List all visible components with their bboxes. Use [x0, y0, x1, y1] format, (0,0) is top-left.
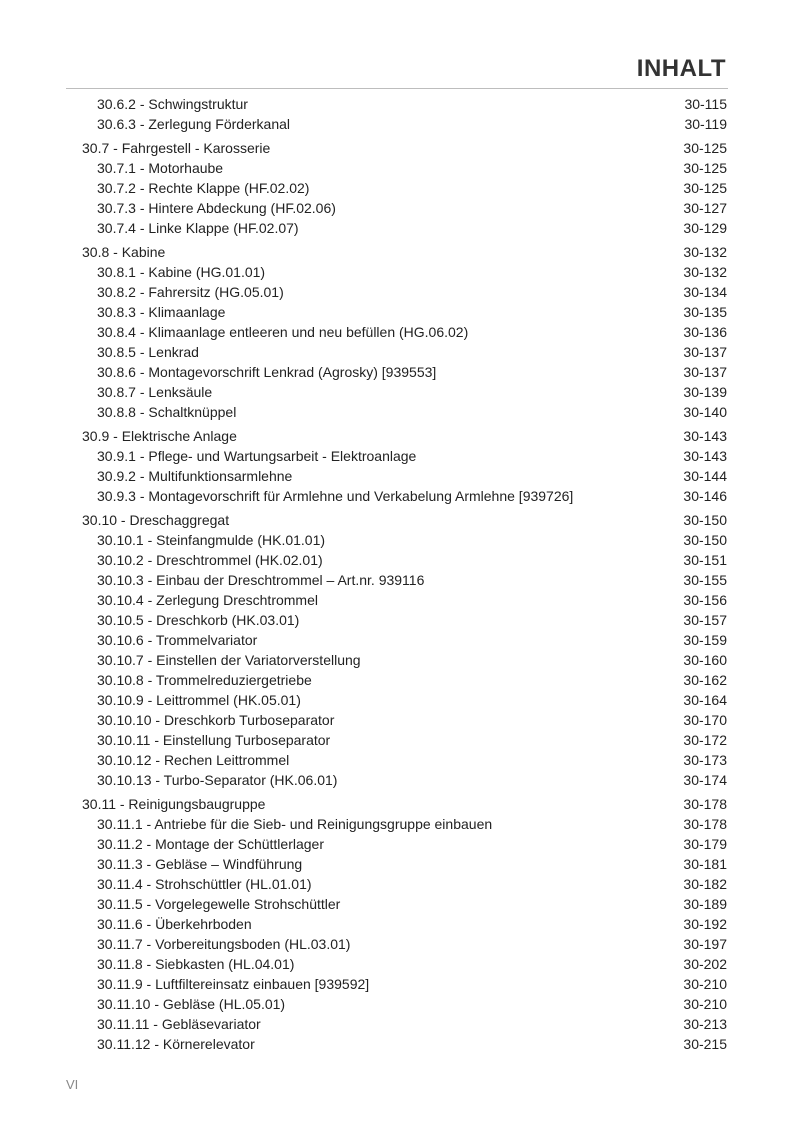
toc-entry-row[interactable]	[66, 710, 728, 730]
toc-entry-title: 30.7.1 - Motorhaube	[97, 160, 224, 176]
toc-entry-row[interactable]	[66, 262, 728, 282]
toc-page-number: 30-170	[683, 712, 727, 728]
toc-entry-row[interactable]	[66, 854, 728, 874]
toc-page-number: 30-215	[683, 1036, 727, 1052]
toc-group	[66, 138, 728, 238]
toc-entry-title: 30.11.12 - Körnerelevator	[97, 1036, 255, 1052]
toc-entry-title: 30.11.2 - Montage der Schüttlerlager	[97, 836, 324, 852]
toc-entry-row[interactable]	[66, 466, 728, 486]
table-of-contents	[66, 94, 728, 1054]
toc-entry-title: 30.8.8 - Schaltknüppel	[97, 404, 237, 420]
toc-page-number: 30-178	[683, 796, 727, 812]
toc-entry-title: 30.9.1 - Pflege- und Wartungsarbeit - Elektroanlage	[97, 448, 417, 464]
toc-page-number: 30-192	[683, 916, 727, 932]
toc-page-number: 30-162	[683, 672, 727, 688]
toc-entry-title: 30.8.4 - Klimaanlage entleeren und neu befüllen (HG.06.02)	[97, 324, 469, 340]
toc-entry-row[interactable]	[66, 282, 728, 302]
toc-entry-title: 30.10.1 - Steinfangmulde (HK.01.01)	[97, 532, 326, 548]
toc-page-number: 30-139	[683, 384, 727, 400]
toc-page-number: 30-151	[683, 552, 727, 568]
toc-section-row[interactable]	[66, 510, 728, 530]
toc-entry-row[interactable]	[66, 954, 728, 974]
toc-entry-title: 30.8.7 - Lenksäule	[97, 384, 213, 400]
toc-entry-row[interactable]	[66, 834, 728, 854]
toc-page-number: 30-210	[683, 996, 727, 1012]
toc-entry-row[interactable]	[66, 486, 728, 506]
toc-section-row[interactable]	[66, 794, 728, 814]
toc-page-number: 30-179	[683, 836, 727, 852]
toc-entry-title: 30.10.8 - Trommelreduziergetriebe	[97, 672, 312, 688]
toc-page-number: 30-125	[683, 180, 727, 196]
toc-entry-title: 30.8.2 - Fahrersitz (HG.05.01)	[97, 284, 284, 300]
toc-page-number: 30-182	[683, 876, 727, 892]
toc-page-number: 30-202	[683, 956, 727, 972]
toc-entry-row[interactable]	[66, 670, 728, 690]
toc-entry-title: 30.10.7 - Einstellen der Variatorverstellung	[97, 652, 361, 668]
toc-entry-row[interactable]	[66, 690, 728, 710]
footer-page-number: VI	[66, 1077, 79, 1092]
toc-page-number: 30-146	[683, 488, 727, 504]
toc-entry-title: 30.10.4 - Zerlegung Dreschtrommel	[97, 592, 318, 608]
toc-entry-row[interactable]	[66, 630, 728, 650]
toc-entry-row[interactable]	[66, 750, 728, 770]
toc-page-number: 30-189	[683, 896, 727, 912]
toc-entry-row[interactable]	[66, 894, 728, 914]
toc-entry-title: 30.6.2 - Schwingstruktur	[97, 96, 248, 112]
toc-page-number: 30-157	[683, 612, 727, 628]
toc-page-number: 30-129	[683, 220, 727, 236]
toc-page-number: 30-150	[683, 512, 727, 528]
toc-entry-title: 30.7.3 - Hintere Abdeckung (HF.02.06)	[97, 200, 336, 216]
toc-group	[66, 426, 728, 506]
toc-entry-title: 30.7.2 - Rechte Klappe (HF.02.02)	[97, 180, 310, 196]
toc-entry-title: 30.11.1 - Antriebe für die Sieb- und Reinigungsgruppe einbauen	[97, 816, 493, 832]
toc-page-number: 30-160	[683, 652, 727, 668]
toc-entry-title: 30.10.3 - Einbau der Dreschtrommel – Art.nr. 939116	[97, 572, 425, 588]
toc-entry-title: 30.8.5 - Lenkrad	[97, 344, 199, 360]
toc-entry-title: 30.10.10 - Dreschkorb Turboseparator	[97, 712, 335, 728]
toc-page-number: 30-125	[683, 160, 727, 176]
toc-entry-row[interactable]	[66, 730, 728, 750]
toc-group	[66, 242, 728, 422]
toc-page-number: 30-136	[683, 324, 727, 340]
toc-section-title: 30.9 - Elektrische Anlage	[82, 428, 237, 444]
toc-page-number: 30-137	[683, 364, 727, 380]
toc-entry-row[interactable]	[66, 590, 728, 610]
toc-entry-title: 30.11.9 - Luftfiltereinsatz einbauen [939592]	[97, 976, 370, 992]
toc-entry-title: 30.11.4 - Strohschüttler (HL.01.01)	[97, 876, 312, 892]
toc-entry-title: 30.11.5 - Vorgelegewelle Strohschüttler	[97, 896, 341, 912]
toc-entry-row[interactable]	[66, 934, 728, 954]
toc-page-number: 30-159	[683, 632, 727, 648]
toc-entry-title: 30.6.3 - Zerlegung Förderkanal	[97, 116, 290, 132]
toc-entry-row[interactable]	[66, 550, 728, 570]
toc-entry-title: 30.11.10 - Gebläse (HL.05.01)	[97, 996, 286, 1012]
toc-page-number: 30-181	[683, 856, 727, 872]
toc-entry-row[interactable]	[66, 382, 728, 402]
toc-page-number: 30-132	[683, 244, 727, 260]
toc-group	[66, 510, 728, 790]
toc-entry-title: 30.7.4 - Linke Klappe (HF.02.07)	[97, 220, 299, 236]
toc-page-number: 30-135	[683, 304, 727, 320]
header-divider	[66, 88, 728, 89]
toc-page-number: 30-210	[683, 976, 727, 992]
toc-entry-row[interactable]	[66, 650, 728, 670]
toc-page-number: 30-174	[683, 772, 727, 788]
toc-entry-title: 30.10.5 - Dreschkorb (HK.03.01)	[97, 612, 300, 628]
toc-entry-row[interactable]	[66, 610, 728, 630]
toc-page-number: 30-140	[683, 404, 727, 420]
toc-entry-title: 30.8.3 - Klimaanlage	[97, 304, 226, 320]
toc-entry-row[interactable]	[66, 1014, 728, 1034]
toc-page-number: 30-172	[683, 732, 727, 748]
toc-section-title: 30.10 - Dreschaggregat	[82, 512, 230, 528]
toc-entry-row[interactable]	[66, 530, 728, 550]
toc-page-number: 30-197	[683, 936, 727, 952]
toc-section-title: 30.8 - Kabine	[82, 244, 166, 260]
toc-entry-title: 30.11.3 - Gebläse – Windführung	[97, 856, 303, 872]
toc-entry-row[interactable]	[66, 218, 728, 238]
toc-entry-row[interactable]	[66, 362, 728, 382]
toc-entry-title: 30.11.11 - Gebläsevariator	[97, 1016, 261, 1032]
toc-entry-row[interactable]	[66, 1034, 728, 1054]
toc-page-number: 30-143	[683, 448, 727, 464]
toc-entry-title: 30.8.1 - Kabine (HG.01.01)	[97, 264, 266, 280]
toc-page-number: 30-164	[683, 692, 727, 708]
toc-page-number: 30-155	[683, 572, 727, 588]
toc-page-number: 30-127	[683, 200, 727, 216]
toc-entry-row[interactable]	[66, 770, 728, 790]
toc-page-number: 30-125	[683, 140, 727, 156]
toc-page-number: 30-173	[683, 752, 727, 768]
toc-group	[66, 794, 728, 1054]
toc-entry-title: 30.9.3 - Montagevorschrift für Armlehne und Verkabelung Armlehne [939726]	[97, 488, 574, 504]
toc-page-number: 30-213	[683, 1016, 727, 1032]
toc-entry-row[interactable]	[66, 570, 728, 590]
toc-entry-row[interactable]	[66, 914, 728, 934]
toc-entry-title: 30.11.8 - Siebkasten (HL.04.01)	[97, 956, 295, 972]
toc-entry-row[interactable]	[66, 114, 728, 134]
toc-entry-row[interactable]	[66, 342, 728, 362]
toc-entry-title: 30.10.6 - Trommelvariator	[97, 632, 258, 648]
toc-section-title: 30.11 - Reinigungsbaugruppe	[82, 796, 266, 812]
toc-entry-row[interactable]	[66, 974, 728, 994]
toc-page-number: 30-178	[683, 816, 727, 832]
toc-page-number: 30-134	[683, 284, 727, 300]
toc-page-number: 30-132	[683, 264, 727, 280]
toc-page-number: 30-150	[683, 532, 727, 548]
toc-entry-title: 30.10.13 - Turbo-Separator (HK.06.01)	[97, 772, 338, 788]
toc-entry-row[interactable]	[66, 402, 728, 422]
toc-section-row[interactable]	[66, 426, 728, 446]
toc-page-number: 30-137	[683, 344, 727, 360]
toc-entry-row[interactable]	[66, 994, 728, 1014]
toc-entry-title: 30.11.7 - Vorbereitungsboden (HL.03.01)	[97, 936, 351, 952]
toc-entry-title: 30.10.11 - Einstellung Turboseparator	[97, 732, 331, 748]
toc-entry-title: 30.10.9 - Leittrommel (HK.05.01)	[97, 692, 301, 708]
toc-page-number: 30-156	[683, 592, 727, 608]
toc-entry-row[interactable]	[66, 814, 728, 834]
toc-entry-row[interactable]	[66, 178, 728, 198]
toc-section-row[interactable]	[66, 242, 728, 262]
toc-page-number: 30-115	[684, 96, 727, 112]
toc-entry-title: 30.10.12 - Rechen Leittrommel	[97, 752, 290, 768]
toc-section-title: 30.7 - Fahrgestell - Karosserie	[82, 140, 271, 156]
toc-page-number: 30-143	[683, 428, 727, 444]
page-title: INHALT	[636, 55, 726, 82]
toc-entry-title: 30.9.2 - Multifunktionsarmlehne	[97, 468, 293, 484]
toc-page-number: 30-119	[684, 116, 727, 132]
toc-entry-row[interactable]	[66, 446, 728, 466]
toc-entry-title: 30.10.2 - Dreschtrommel (HK.02.01)	[97, 552, 323, 568]
toc-section-row[interactable]	[66, 138, 728, 158]
toc-entry-row[interactable]	[66, 158, 728, 178]
toc-entry-title: 30.8.6 - Montagevorschrift Lenkrad (Agrosky) [939553]	[97, 364, 437, 380]
toc-entry-row[interactable]	[66, 874, 728, 894]
toc-entry-title: 30.11.6 - Überkehrboden	[97, 916, 252, 932]
toc-entry-row[interactable]	[66, 302, 728, 322]
toc-entry-row[interactable]	[66, 94, 728, 114]
toc-page-number: 30-144	[683, 468, 727, 484]
toc-entry-row[interactable]	[66, 322, 728, 342]
toc-group	[66, 94, 728, 134]
toc-entry-row[interactable]	[66, 198, 728, 218]
